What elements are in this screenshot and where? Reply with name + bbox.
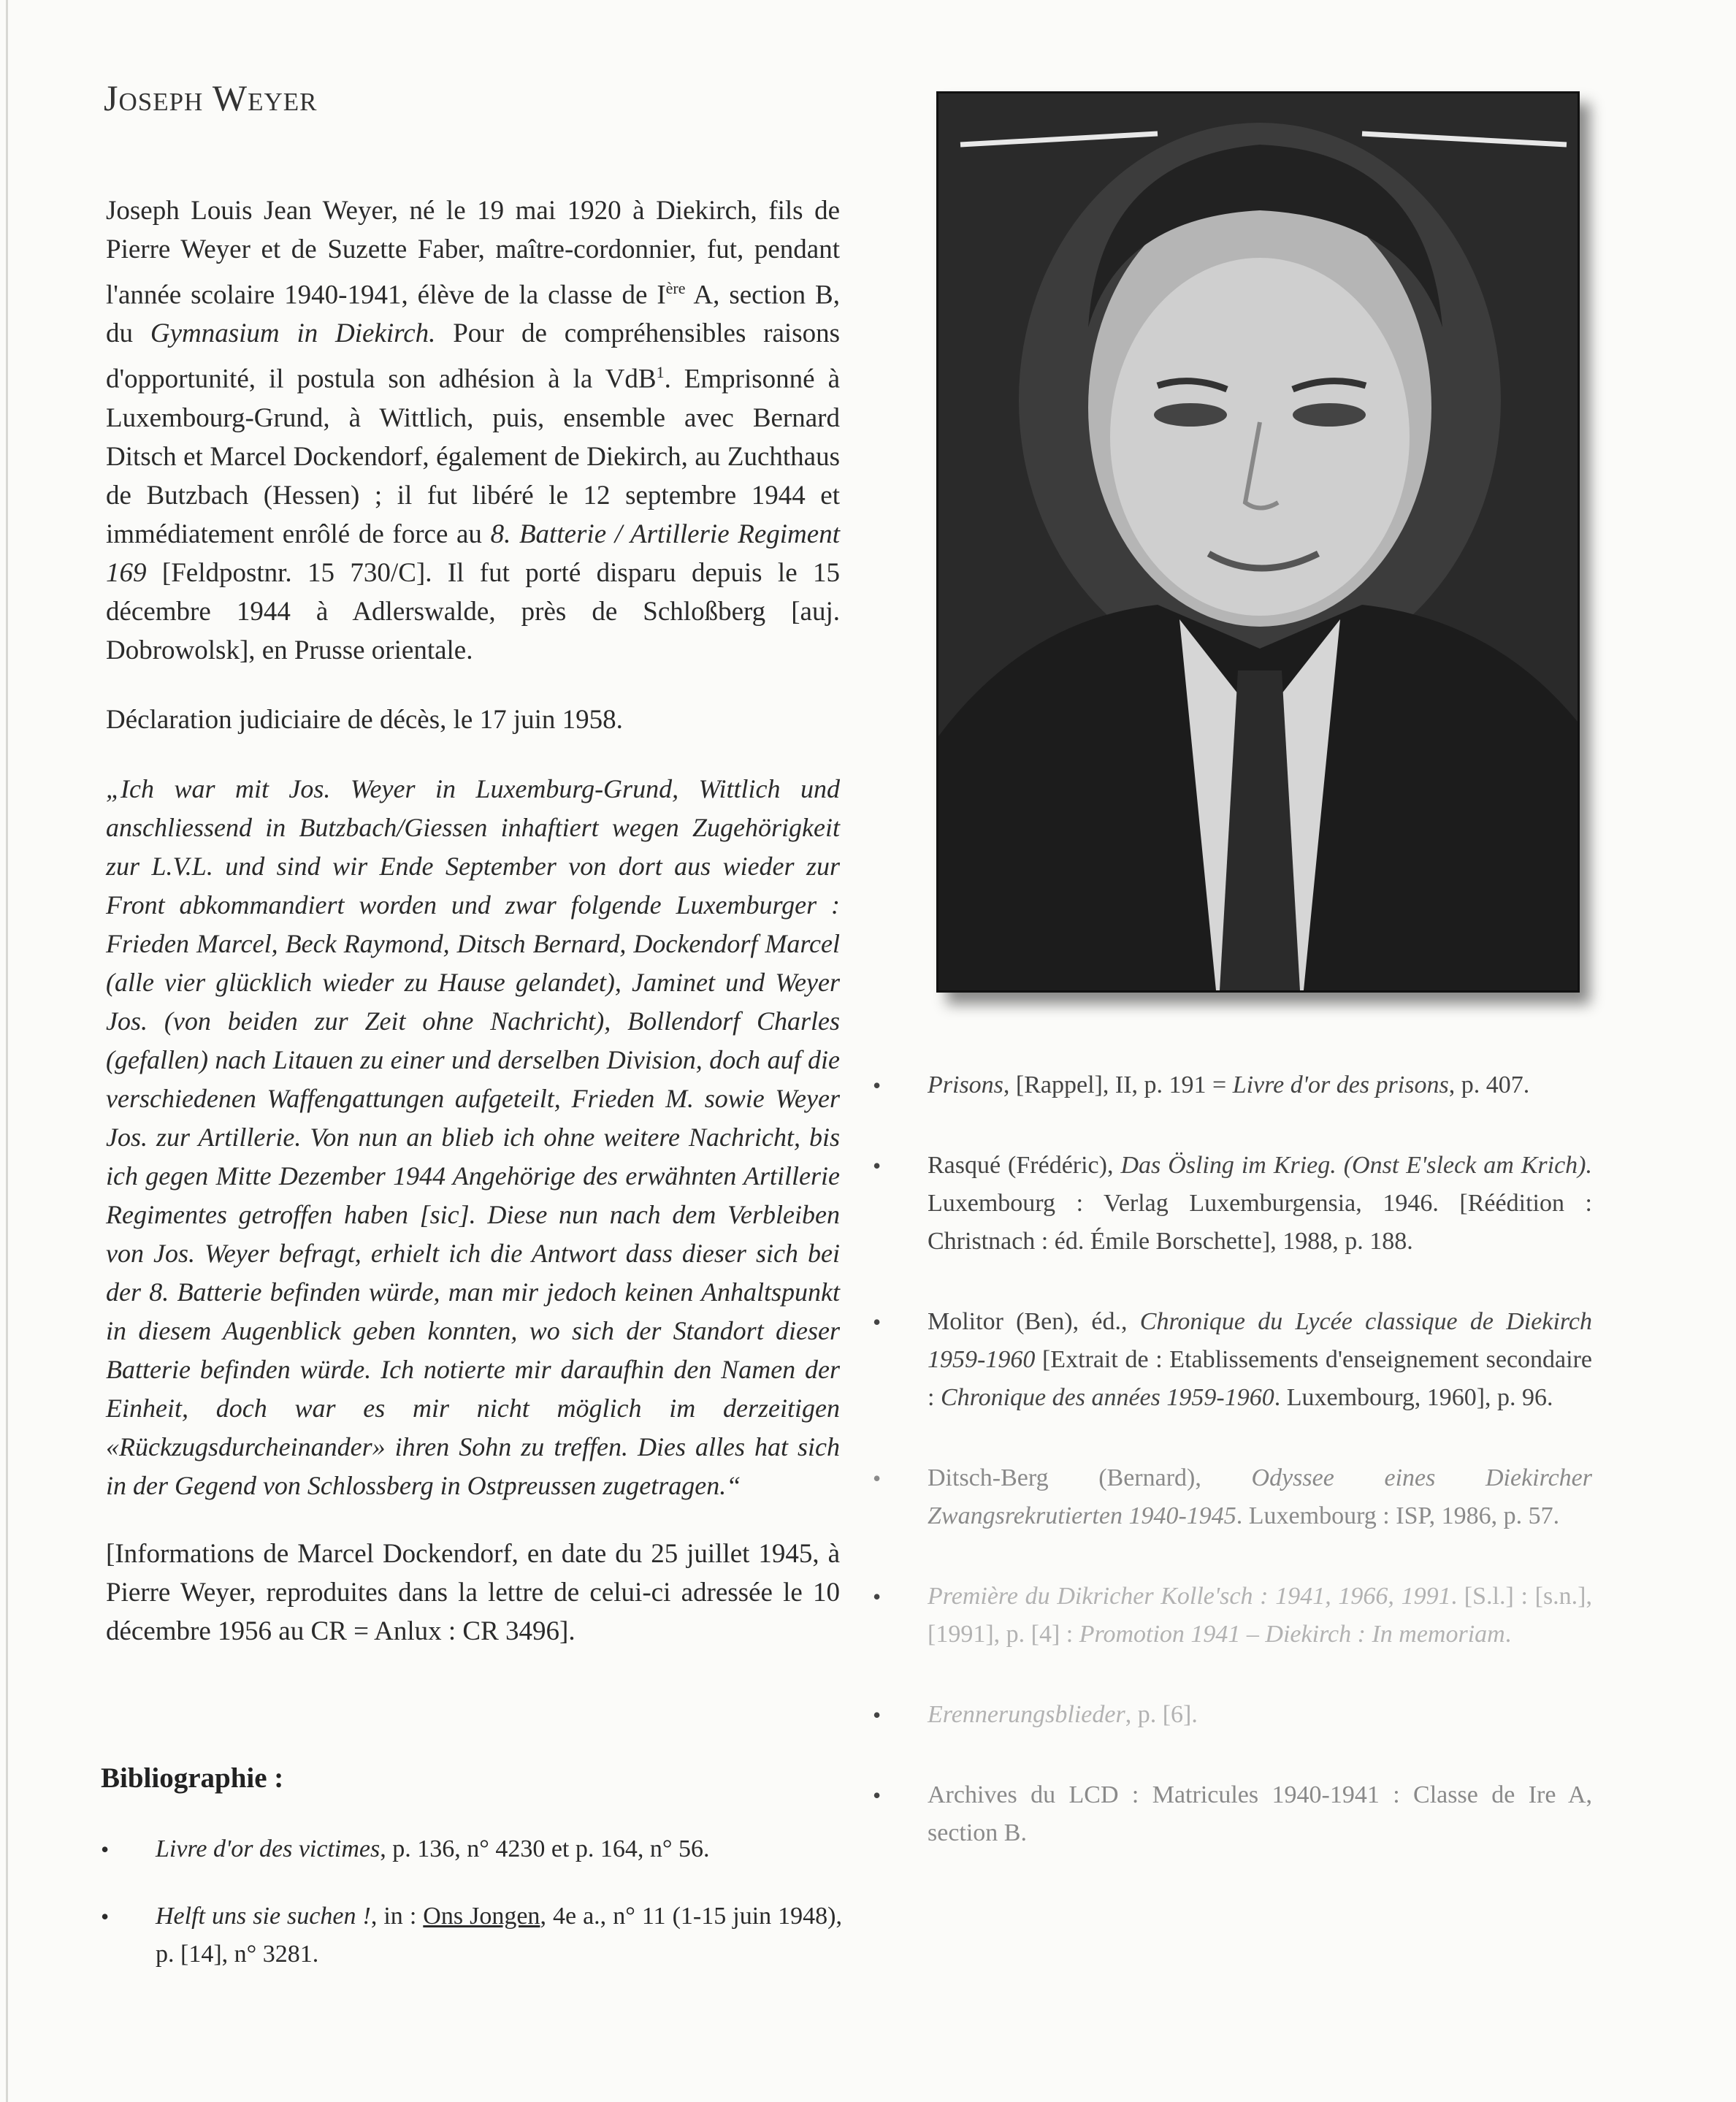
bib-text: Archives du LCD : Matricules 1940-1941 : Classe de Ire A, section B. <box>928 1781 1592 1846</box>
bibliography-item <box>101 1830 842 1868</box>
bib-title: Erennerungsblieder <box>928 1701 1125 1728</box>
bio-text: [Feldpostnr. 15 730/C]. Il fut porté disparu depuis le 15 décembre 1944 à Adlerswalde, près de Schloßberg [auj. Dobrowolsk], en Prusse orientale. <box>106 557 840 665</box>
bullet-icon: • <box>101 1903 110 1930</box>
portrait-photo <box>936 91 1580 993</box>
bib-text: , [Rappel], II, p. 191 = <box>1003 1071 1233 1098</box>
bib-title: Das Ösling im Krieg. (Onst E'sleck am Krich). <box>1120 1152 1592 1179</box>
bullet-icon: • <box>101 1836 110 1862</box>
bullet-icon: • <box>873 1153 882 1179</box>
bib-text: Molitor (Ben), éd., <box>928 1308 1140 1335</box>
bio-school: Gymnasium in Diekirch. <box>150 318 436 349</box>
bibliography-item <box>873 1066 1592 1104</box>
bullet-icon: • <box>873 1702 882 1728</box>
bib-title: Chronique des années 1959-1960 <box>940 1384 1274 1411</box>
bib-title: Promotion 1941 – Diekirch : In memoriam <box>1079 1621 1505 1648</box>
bib-text: Rasqué (Frédéric), <box>928 1152 1121 1179</box>
page-title: Joseph Weyer <box>104 77 318 118</box>
bib-text: , 4e a., n° 11 (1-15 juin 1948), p. [14], n° 3281. <box>156 1903 842 1968</box>
bib-title: Livre d'or des victimes <box>156 1835 381 1862</box>
bib-title: Helft uns sie suchen ! <box>156 1903 371 1930</box>
bibliography-item <box>873 1696 1592 1734</box>
death-declaration: Déclaration judiciaire de décès, le 17 juin 1958. <box>106 704 623 735</box>
bibliography-item <box>873 1578 1592 1654</box>
bio-superscript: ère <box>665 279 686 297</box>
bio-text: A, section B, du <box>106 280 840 349</box>
bullet-icon: • <box>873 1782 882 1808</box>
biography-column <box>106 191 840 1651</box>
bib-text: . <box>1504 1621 1512 1648</box>
testimony-quote: „Ich war mit Jos. Weyer in Luxemburg-Grund, Wittlich und anschliessend in Butzbach/Giessen inhaftiert wegen Zugehörigkeit zur L.V.L. und sind wir Ende September von dort aus wieder zur Front abkommandiert worden und zwar folgende Luxemburger : Frieden Marcel, Beck Raymond, Ditsch Bernard, Dockendorf Marcel (alle vier glücklich wieder zu Hause gelandet), Jaminet und Weyer Jos. (von beiden zur Zeit ohne Nachricht), Bollendorf Charles (gefallen) nach Litauen zu einer und derselben Division, doch auf die verschiedenen Waffengattungen aufgeteilt, Frieden M. sowie Weyer Jos. zur Artillerie. Von nun an blieb ich ohne weitere Nachricht, bis ich gegen Mitte Dezember 1944 Angehörige des erwähnten Artillerie Regimentes getroffen haben [sic]. Diese nun nach dem Verbleiben von Jos. Weyer befragt, erhielt ich die Antwort dass dieser sich bei der 8. Batterie befinden würde, man mir jedoch keinen Anhaltspunkt in diesem Augenblick geben konnten, wo sich der Standort dieser Batterie befinden würde. Ich notierte mir daraufhin den Namen der Einheit, doch war es mir nicht möglich im derzeitigen «Rückzugsdurcheinander» ihren Sohn zu treffen. Dies alles hat sich in der Gegend von Schlossberg in Ostpreussen zugetragen.“ <box>106 773 840 1500</box>
bibliography-heading: Bibliographie : <box>101 1762 284 1794</box>
footnote-ref: 1 <box>656 363 665 382</box>
biography-paragraph <box>106 191 840 670</box>
bib-text: Ditsch-Berg (Bernard), <box>928 1464 1252 1491</box>
page-edge <box>6 0 8 2102</box>
bib-title: Chronique du Lycée classique de Diekirch 1959-1960 <box>928 1308 1592 1373</box>
bibliography-item <box>873 1459 1592 1535</box>
bio-text: . Emprisonné à Luxembourg-Grund, à Wittlich, puis, ensemble avec Bernard Ditsch et Marcel Dockendorf, également de Diekirch, au Zuchthaus de Butzbach (Hessen) ; il fut libéré le 12 septembre 1944 et immédiatement enrôlé de force au <box>106 364 840 549</box>
bib-text: , p. 407. <box>1448 1071 1530 1098</box>
bib-periodical: Ons Jongen <box>423 1903 540 1930</box>
source-note: [Informations de Marcel Dockendorf, en date du 25 juillet 1945, à Pierre Weyer, reproduites dans la lettre de celui-ci adressée le 10 décembre 1956 au CR = Anlux : CR 3496]. <box>106 1538 840 1646</box>
bibliography-list-left <box>101 1830 842 2003</box>
bib-text: . Luxembourg : ISP, 1986, p. 57. <box>1236 1502 1560 1529</box>
bio-text: Pour de compréhensibles raisons d'opportunité, il postula son adhésion à la VdB <box>106 318 840 394</box>
portrait-drawing <box>938 93 1578 990</box>
bibliography-list-right <box>873 1066 1592 1895</box>
bibliography-item <box>873 1147 1592 1261</box>
bib-title: Première du Dikricher Kolle'sch : 1941, 1966, 1991 <box>928 1583 1451 1610</box>
bib-text: , p. [6]. <box>1125 1701 1198 1728</box>
bio-unit: 8. Batterie / Artillerie Regiment 169 <box>106 519 840 588</box>
bib-title: Prisons <box>928 1071 1003 1098</box>
bib-title: Livre d'or des prisons <box>1232 1071 1449 1098</box>
bio-text: Joseph Louis Jean Weyer, né le 19 mai 1920 à Diekirch, fils de Pierre Weyer et de Suzette Faber, maître-cordonnier, fut, pendant l'année scolaire 1940-1941, élève de la classe de I <box>106 196 840 310</box>
bib-text: Luxembourg : Verlag Luxemburgensia, 1946. [Réédition : Christnach : éd. Émile Borschette], 1988, p. 188. <box>928 1190 1592 1255</box>
bib-title: Odyssee eines Diekircher Zwangsrekrutierten 1940-1945 <box>928 1464 1592 1529</box>
bib-text: , p. 136, n° 4230 et p. 164, n° 56. <box>380 1835 710 1862</box>
bibliography-item <box>101 1897 842 1973</box>
bullet-icon: • <box>873 1583 882 1610</box>
bibliography-item <box>873 1303 1592 1417</box>
bibliography-item <box>873 1776 1592 1852</box>
bib-text: . [S.l.] : [s.n.], [1991], p. [4] : <box>928 1583 1592 1648</box>
bib-text: . Luxembourg, 1960], p. 96. <box>1274 1384 1553 1411</box>
bullet-icon: • <box>873 1465 882 1491</box>
bib-text: , in : <box>370 1903 424 1930</box>
bullet-icon: • <box>873 1309 882 1335</box>
bib-text: [Extrait de : Etablissements d'enseignement secondaire : <box>928 1346 1592 1411</box>
bullet-icon: • <box>873 1072 882 1098</box>
